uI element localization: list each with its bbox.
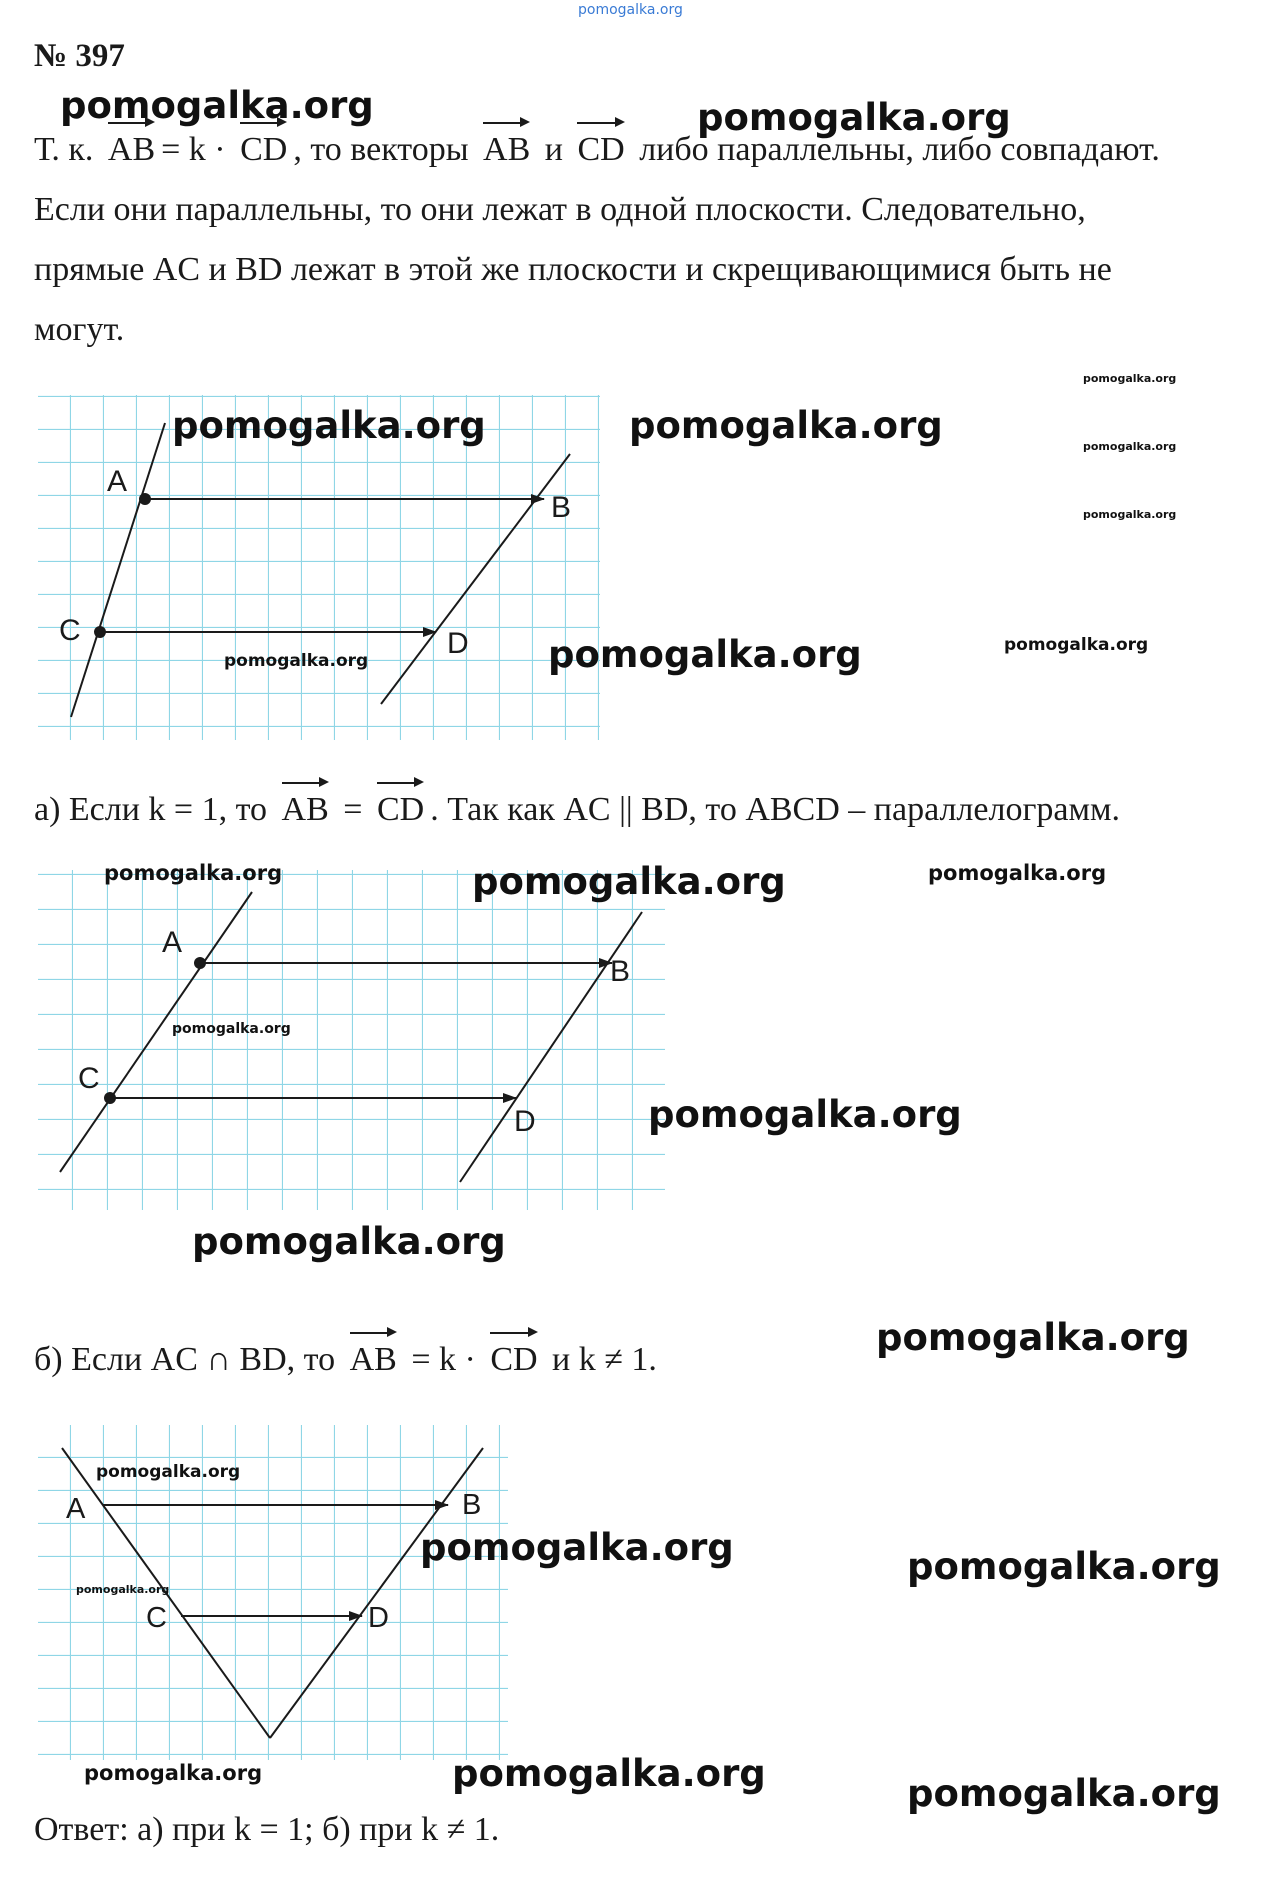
vector-ab: AB	[108, 120, 155, 180]
vector-ab: AB	[282, 780, 329, 840]
label-c: C	[78, 1062, 100, 1095]
watermark-top: pomogalka.org	[578, 2, 683, 18]
problem-number: № 397	[34, 38, 125, 74]
intro-line-4: могут.	[34, 311, 125, 348]
intro-line-2: Если они параллельны, то они лежат в одной плоскости. Следовательно,	[34, 191, 1086, 228]
label-c: C	[146, 1602, 167, 1634]
part-b-text	[34, 1330, 657, 1390]
part-a-text-2: . Так как AC || BD, то ABCD – параллелограмм.	[430, 791, 1121, 828]
watermark: pomogalka.org	[104, 861, 283, 885]
label-d: D	[368, 1602, 389, 1634]
label-a: A	[107, 465, 128, 498]
watermark: pomogalka.org	[548, 633, 862, 676]
intro-text: и	[544, 131, 563, 168]
point-c	[94, 626, 106, 638]
intro-text: либо параллельны, либо совпадают.	[639, 131, 1160, 168]
watermark: pomogalka.org	[192, 1220, 506, 1263]
watermark: pomogalka.org	[96, 1462, 241, 1482]
watermark: pomogalka.org	[452, 1752, 766, 1795]
watermark: pomogalka.org	[172, 404, 486, 447]
vector-cd: CD	[490, 1330, 537, 1390]
intro-text: = k ·	[161, 131, 226, 168]
watermark: pomogalka.org	[420, 1526, 734, 1569]
figure-parallelogram-case	[38, 870, 665, 1210]
watermark: pomogalka.org	[472, 860, 786, 903]
label-a: A	[66, 1493, 86, 1525]
intro-text: , то векторы	[293, 131, 469, 168]
label-d: D	[447, 627, 469, 660]
intro-line-3: прямые AC и BD лежат в этой же плоскости и скрещивающимися быть не	[34, 251, 1112, 288]
point-a	[139, 493, 151, 505]
watermark: pomogalka.org	[697, 96, 1011, 139]
vector-cd: CD	[240, 120, 287, 180]
label-c: C	[59, 614, 81, 647]
label-a: A	[162, 926, 183, 959]
label-b: B	[610, 955, 631, 988]
point-a	[194, 957, 206, 969]
watermark: pomogalka.org	[60, 84, 374, 127]
part-b-text-3: и k ≠ 1.	[552, 1341, 657, 1378]
part-b-text-2: = k ·	[411, 1341, 476, 1378]
watermark: pomogalka.org	[907, 1545, 1221, 1588]
answer: Ответ: а) при k = 1; б) при k ≠ 1.	[34, 1811, 500, 1848]
watermark: pomogalka.org	[172, 1021, 291, 1037]
watermark: pomogalka.org	[84, 1761, 263, 1785]
watermark: pomogalka.org	[648, 1093, 962, 1136]
watermark: pomogalka.org	[1083, 372, 1177, 385]
watermark: pomogalka.org	[1083, 440, 1177, 453]
watermark: pomogalka.org	[629, 404, 943, 447]
watermark: pomogalka.org	[76, 1583, 170, 1596]
watermark: pomogalka.org	[928, 861, 1107, 885]
vector-cd: CD	[577, 120, 624, 180]
part-a-text	[34, 780, 1120, 840]
vector-ab: AB	[350, 1330, 397, 1390]
watermark: pomogalka.org	[1083, 508, 1177, 521]
vector-ab: AB	[483, 120, 530, 180]
intro-text: Т. к.	[34, 131, 94, 168]
watermark: pomogalka.org	[224, 651, 369, 671]
label-d: D	[514, 1105, 536, 1138]
equals-sign: =	[343, 791, 363, 828]
part-a-text-1: а) Если k = 1, то	[34, 791, 268, 828]
watermark: pomogalka.org	[907, 1772, 1221, 1815]
vector-cd: CD	[377, 780, 424, 840]
label-b: B	[551, 491, 572, 524]
point-c	[104, 1092, 116, 1104]
label-b: B	[462, 1489, 482, 1521]
watermark: pomogalka.org	[876, 1316, 1190, 1359]
watermark: pomogalka.org	[1004, 635, 1149, 655]
part-b-text-1: б) Если AC ∩ BD, то	[34, 1341, 336, 1378]
